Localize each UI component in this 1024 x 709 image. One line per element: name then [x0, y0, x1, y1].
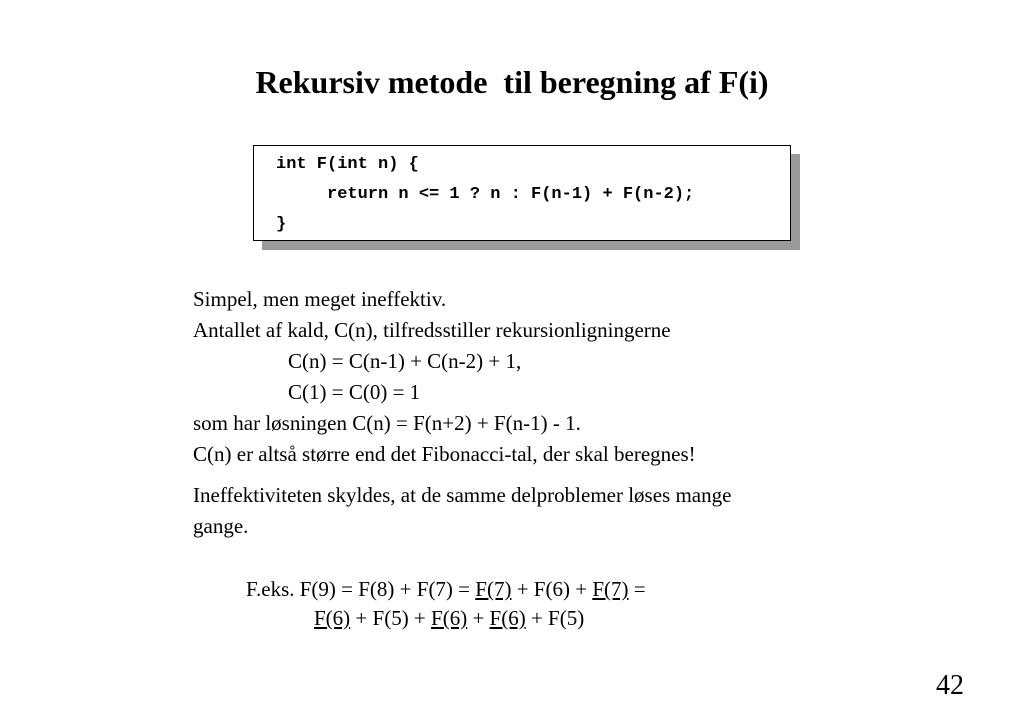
- body-line-8: gange.: [193, 514, 249, 538]
- equation-base-case: C(1) = C(0) = 1: [288, 380, 421, 404]
- slide-title: Rekursiv metode til beregning af F(i): [255, 64, 769, 100]
- body-line-1: Simpel, men meget ineffektiv.: [193, 287, 447, 311]
- example-text: =: [628, 577, 646, 601]
- body-line-7: Ineffektiviteten skyldes, at de samme delproblemer løses mange: [193, 483, 732, 507]
- code-line-1: int F(int n) {: [276, 155, 419, 174]
- code-box: [253, 145, 791, 241]
- example-row-1: [246, 576, 646, 602]
- example-text: + F(5) +: [350, 606, 432, 630]
- example-text: F.eks. F(9) = F(8) + F(7) =: [246, 577, 476, 601]
- underlined-term: F(6): [314, 606, 351, 630]
- equation-recurrence: C(n) = C(n-1) + C(n-2) + 1,: [288, 349, 522, 373]
- body-line-2: Antallet af kald, C(n), tilfredsstiller rekursionligningerne: [193, 318, 671, 342]
- example-text: +: [467, 606, 490, 630]
- underlined-term: F(7): [475, 577, 512, 601]
- example-text: + F(5): [525, 606, 585, 630]
- underlined-term: F(7): [592, 577, 629, 601]
- example-row-2: [314, 605, 584, 631]
- page-number: 42: [936, 670, 964, 701]
- code-line-2: return n <= 1 ? n : F(n-1) + F(n-2);: [327, 185, 695, 204]
- code-line-3: }: [276, 215, 287, 234]
- underlined-term: F(6): [489, 606, 526, 630]
- example-text: + F(6) +: [511, 577, 593, 601]
- body-line-6: C(n) er altså større end det Fibonacci-tal, der skal beregnes!: [193, 442, 696, 466]
- underlined-term: F(6): [431, 606, 468, 630]
- body-line-5: som har løsningen C(n) = F(n+2) + F(n-1) - 1.: [193, 411, 581, 435]
